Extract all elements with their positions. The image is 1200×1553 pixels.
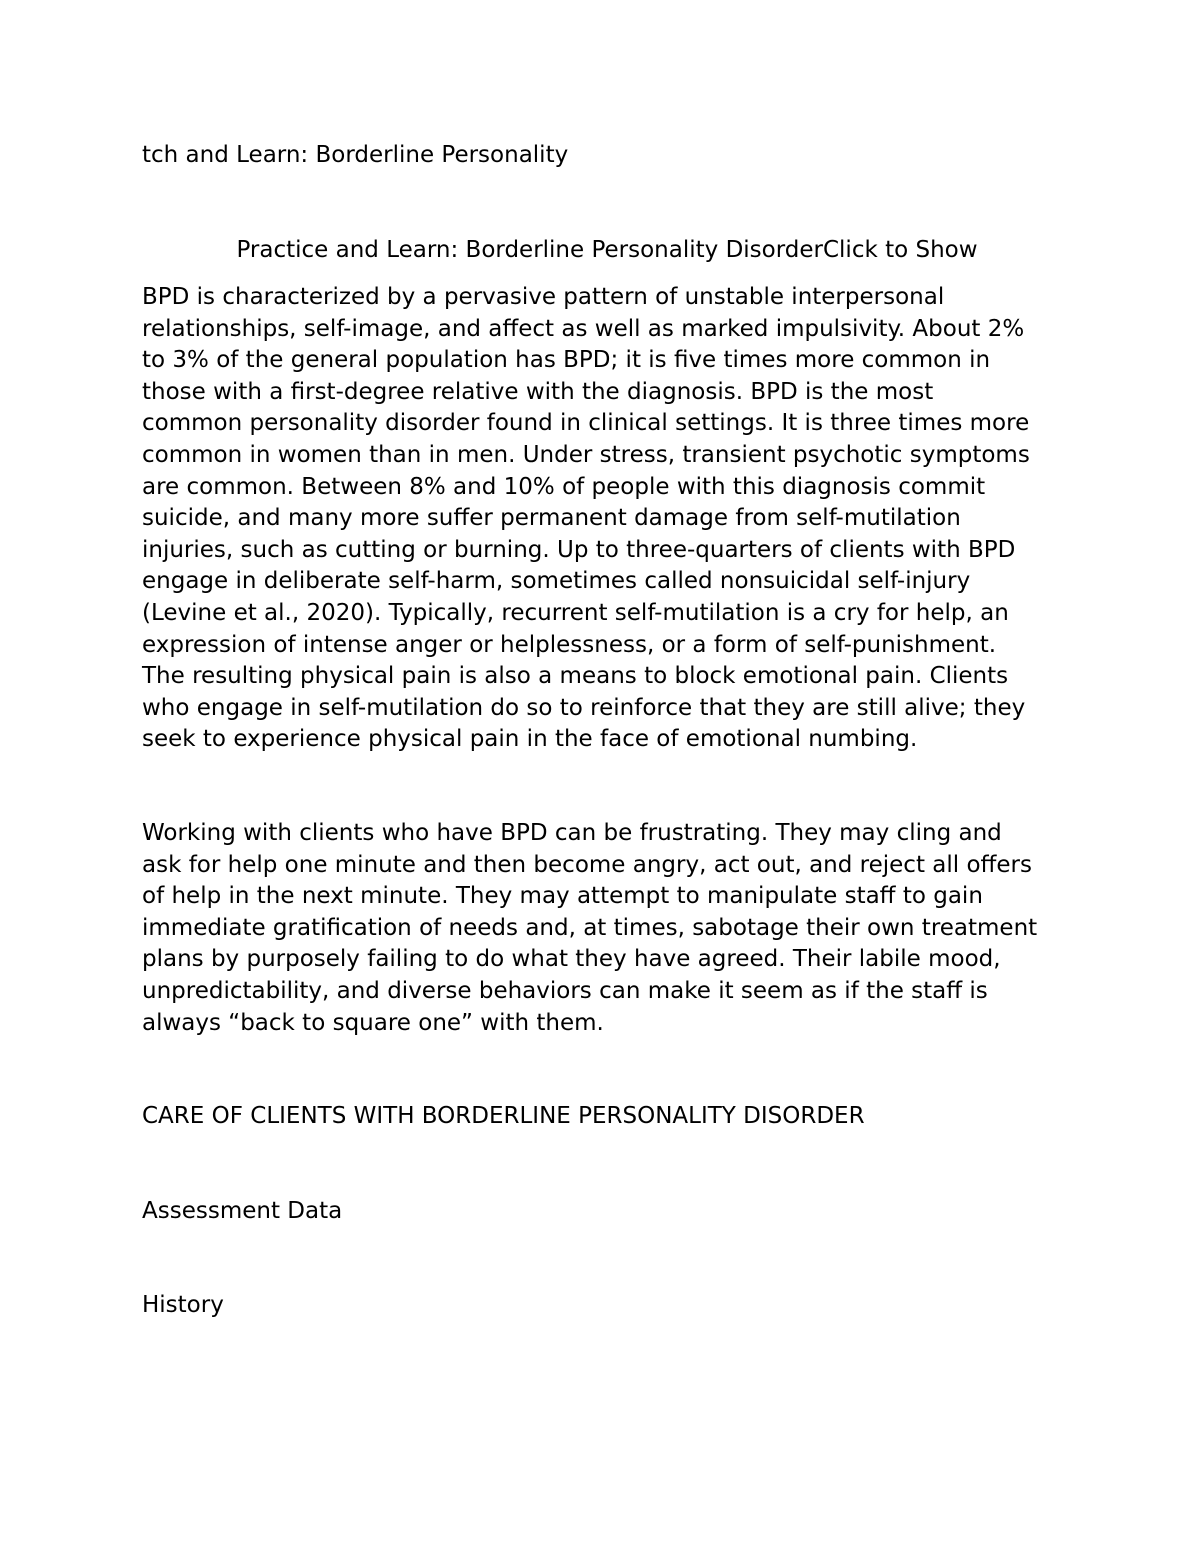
- paragraph-line: who engage in self-mutilation do so to reinforce that they are still alive; they: [142, 694, 1026, 721]
- assessment-data-heading: Assessment Data: [142, 1198, 343, 1224]
- paragraph-bpd-overview: [142, 282, 1030, 756]
- paragraph-line: injuries, such as cutting or burning. Up to three-quarters of clients with BPD: [142, 536, 1016, 563]
- paragraph-line: to 3% of the general population has BPD; it is five times more common in: [142, 347, 991, 374]
- paragraph-working-with-clients: [142, 818, 1037, 1039]
- heading-fragment: tch and Learn: Borderline Personality: [142, 142, 569, 168]
- paragraph-line: of help in the next minute. They may attempt to manipulate staff to gain: [142, 883, 983, 910]
- paragraph-line: The resulting physical pain is also a means to block emotional pain. Clients: [142, 663, 1009, 690]
- paragraph-line: suicide, and many more suffer permanent damage from self-mutilation: [142, 505, 961, 532]
- history-heading: History: [142, 1292, 224, 1318]
- paragraph-line: ask for help one minute and then become angry, act out, and reject all offers: [142, 851, 1032, 878]
- paragraph-line: BPD is characterized by a pervasive pattern of unstable interpersonal: [142, 284, 945, 310]
- paragraph-line: Working with clients who have BPD can be frustrating. They may cling and: [142, 820, 1002, 846]
- paragraph-line: plans by purposely failing to do what they have agreed. Their labile mood,: [142, 946, 1001, 973]
- paragraph-line: relationships, self-image, and affect as well as marked impulsivity. About 2%: [142, 315, 1025, 342]
- paragraph-line: are common. Between 8% and 10% of people with this diagnosis commit: [142, 473, 986, 500]
- paragraph-line: common personality disorder found in clinical settings. It is three times more: [142, 410, 1030, 437]
- paragraph-line: common in women than in men. Under stress, transient psychotic symptoms: [142, 441, 1030, 468]
- section-heading-care: CARE OF CLIENTS WITH BORDERLINE PERSONALITY DISORDER: [142, 1103, 865, 1129]
- paragraph-line: (Levine et al., 2020). Typically, recurrent self-mutilation is a cry for help, an: [142, 599, 1009, 626]
- paragraph-line: expression of intense anger or helplessness, or a form of self-punishment.: [142, 631, 997, 658]
- paragraph-line: immediate gratification of needs and, at times, sabotage their own treatment: [142, 914, 1038, 941]
- paragraph-line: seek to experience physical pain in the face of emotional numbing.: [142, 726, 918, 753]
- paragraph-line: those with a first-degree relative with the diagnosis. BPD is the most: [142, 378, 934, 405]
- paragraph-line: unpredictability, and diverse behaviors can make it seem as if the staff is: [142, 977, 988, 1004]
- subtitle-line: Practice and Learn: Borderline Personality DisorderClick to Show: [236, 237, 978, 263]
- paragraph-line: always “back to square one” with them.: [142, 1009, 604, 1036]
- paragraph-line: engage in deliberate self-harm, sometimes called nonsuicidal self-injury: [142, 568, 971, 595]
